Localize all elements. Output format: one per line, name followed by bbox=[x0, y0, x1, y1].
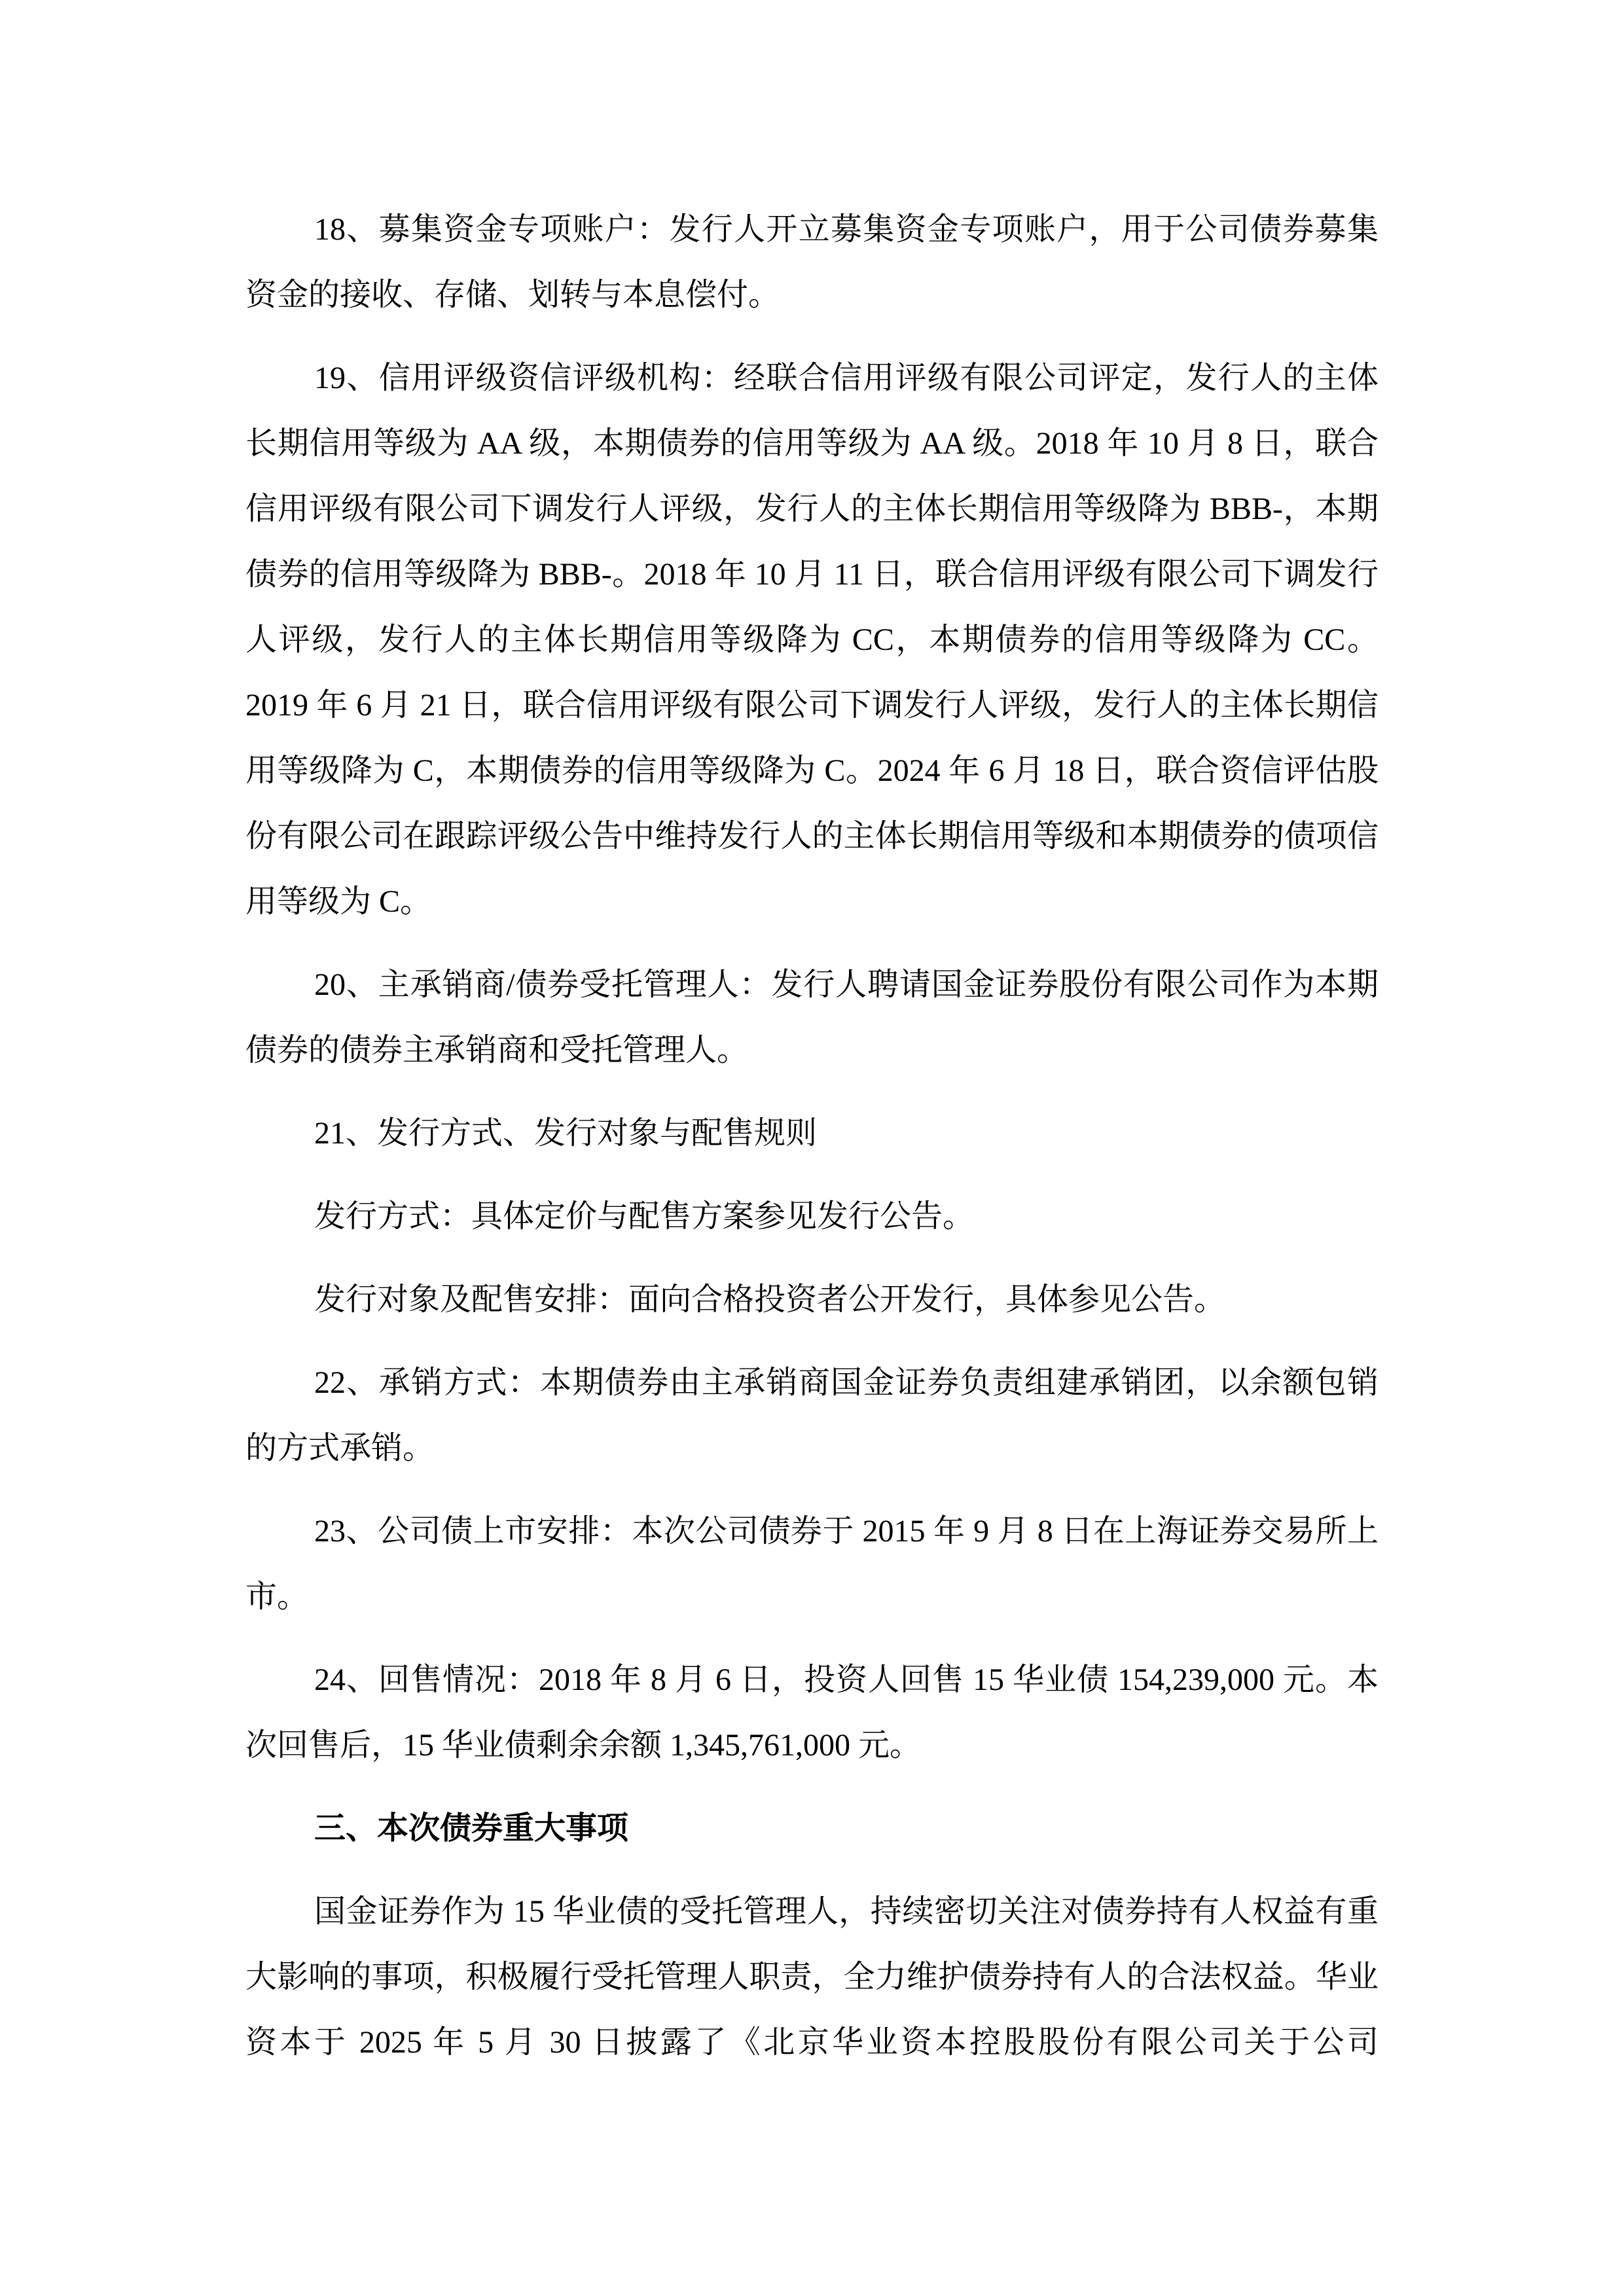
paragraph-22-underwriting-method: 22、承销方式：本期债券由主承销商国金证券负责组建承销团，以余额包销的方式承销。 bbox=[245, 1365, 1379, 1465]
section-heading-major-events: 三、本次债券重大事项 bbox=[314, 1811, 629, 1846]
paragraph-21-issue-target: 发行对象及配售安排：面向合格投资者公开发行，具体参见公告。 bbox=[314, 1282, 1226, 1317]
paragraph-21-issue-method: 发行方式：具体定价与配售方案参见发行公告。 bbox=[314, 1199, 975, 1234]
paragraph-21-issuance-rules: 21、发行方式、发行对象与配售规则 bbox=[314, 1116, 818, 1151]
paragraph-20-lead-underwriter: 20、主承销商/债券受托管理人：发行人聘请国金证券股份有限公司作为本期债券的债券主承销商和受托管理人。 bbox=[245, 967, 1379, 1067]
paragraph-19-credit-rating: 19、信用评级资信评级机构：经联合信用评级有限公司评定，发行人的主体长期信用等级为 AA 级，本期债券的信用等级为 AA 级。2018 年 10 月 8 日，联合信用评级有限公司下调发行人评级，发行人的主体长期信用等级降为 BBB-，本期债券的信用等级降为 BBB-。2018 年 10 月 11 日，联合信用评级有限公司下调发行人评级，发行人的主体长期信用等级降为 CC，本期债券的信用等级降为 CC。2019 年 6 月 21 日，联合信用评级有限公司下调发行人评级，发行人的主体长期信用等级降为 C，本期债券的信用等级降为 C。2024 年 6 月 18 日，联合资信评估股份有限公司在跟踪评级公告中维持发行人的主体长期信用等级和本期债券的债项信用等级为 C。 bbox=[245, 361, 1379, 919]
paragraph-24-resale-status: 24、回售情况：2018 年 8 月 6 日，投资人回售 15 华业债 154,239,000 元。本次回售后，15 华业债剩余余额 1,345,761,000 元。 bbox=[245, 1662, 1379, 1763]
page-body bbox=[245, 197, 1379, 2093]
paragraph-major-events-body: 国金证券作为 15 华业债的受托管理人，持续密切关注对债券持有人权益有重大影响的事项，积极履行受托管理人职责，全力维护债券持有人的合法权益。华业资本于 2025 年 5 月 30 日披露了《北京华业资本控股股份有限公司关于公司 bbox=[245, 1894, 1379, 2060]
paragraph-23-listing-arrangement: 23、公司债上市安排：本次公司债券于 2015 年 9 月 8 日在上海证券交易所上市。 bbox=[245, 1514, 1379, 1614]
paragraph-18-special-account: 18、募集资金专项账户：发行人开立募集资金专项账户，用于公司债券募集资金的接收、存储、划转与本息偿付。 bbox=[245, 212, 1379, 312]
